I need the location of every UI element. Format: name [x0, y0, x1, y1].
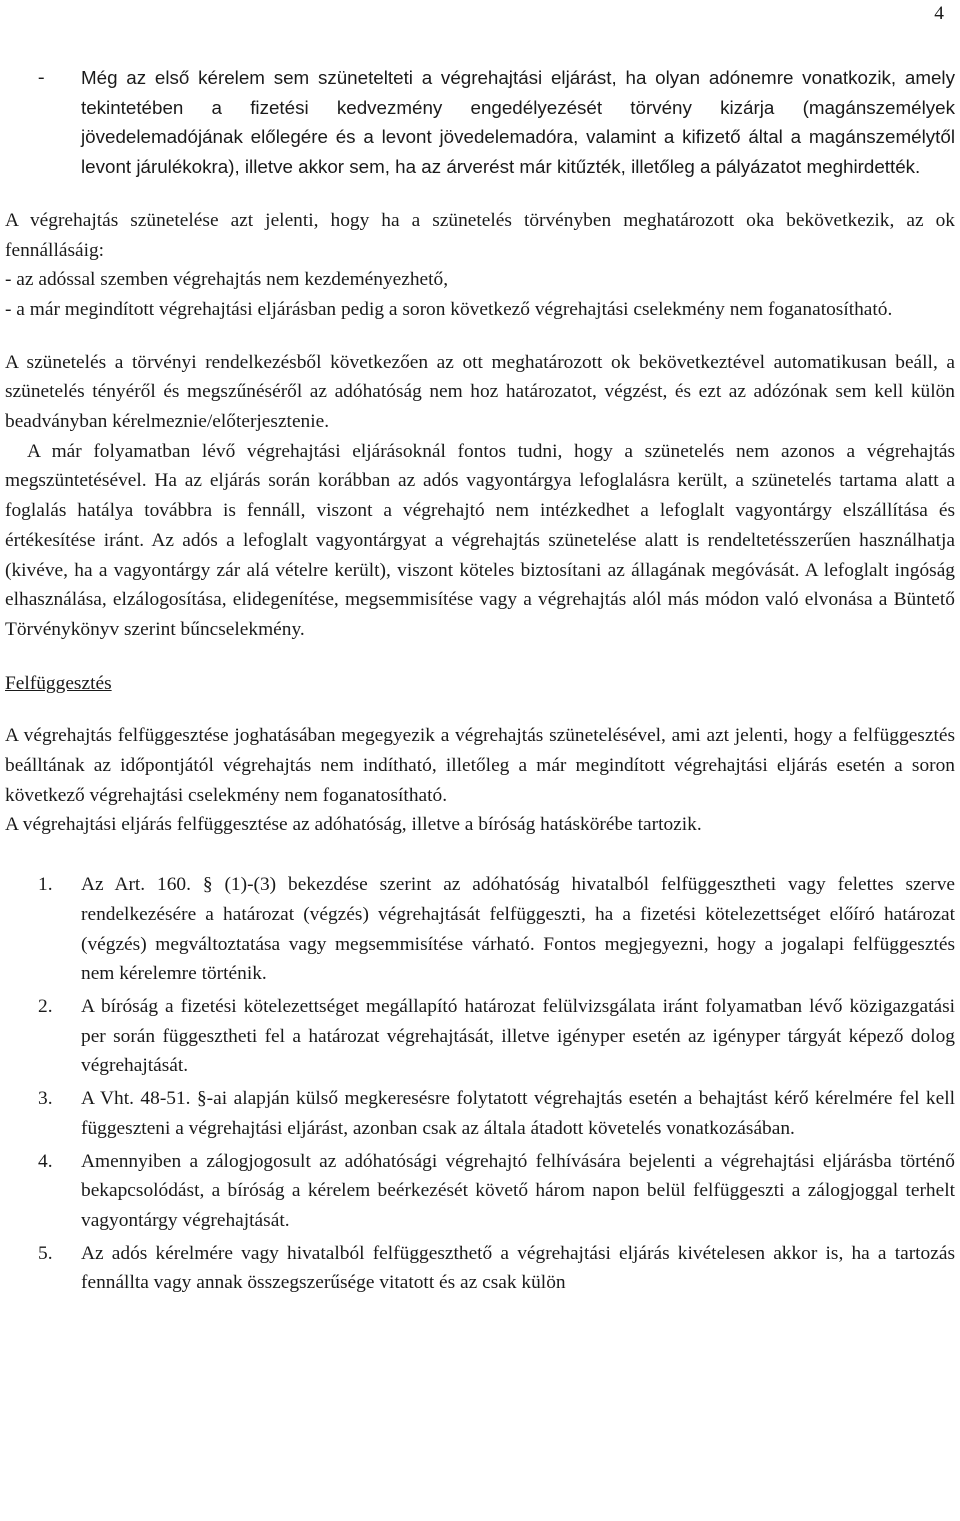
suspension-point-2: - a már megindított végrehajtási eljárásban pedig a soron következő végrehajtási cselekmény nem foganatosítható.: [5, 298, 893, 320]
list-item-number: 4.: [38, 1150, 53, 1172]
suspension-details-paragraph: A már folyamatban lévő végrehajtási eljárásoknál fontos tudni, hogy a szünetelés nem azonos a végrehajtás megszüntetésével. Ha az eljárás során korábban az adós vagyontárgya lefoglalásra került, a szünetelés tartama alatt a foglalás hatálya továbbra is fennáll, viszont a végrehajtó nem intézkedhet a lefoglalt vagyontárgy elszállítása és értékesítése iránt. Az adós a lefoglalt vagyontárgyat a végrehajtás szünetelése alatt is rendeltetésszerűen használhatja (kivéve, ha a vagyontárgy zár alá vételre került), viszont köteles biztosítani az állagának megóvását. A lefoglalt ingóság elhasználása, elzálogosítása, elidegenítése, megsemmisítése vagy a végrehajtás alól más módon való elvonása a Büntető Törvénykönyv szerint bűncselekmény.: [5, 440, 955, 640]
suspension-automatic-paragraph: A szünetelés a törvényi rendelkezésből következően az ott meghatározott ok bekövetkeztével automatikusan beáll, a szünetelés tényéről és megszűnéséről az adóhatóság nem hoz határozatot, végzést, és ezt az adózónak sem kell külön beadványban kérelmeznie/előterjesztenie.: [5, 351, 955, 433]
list-item-text: Amennyiben a zálogjogosult az adóhatósági végrehajtó felhívására bejelenti a végrehajtási eljárásba történő bekapcsolódást, a bíróság a kérelem beérkezését követő három napon belül felfüggeszti a zálogjoggal terhelt vagyontárgy végrehajtását.: [81, 1150, 955, 1231]
list-item: [5, 1084, 955, 1143]
list-item: [5, 870, 955, 989]
list-item-text: Az Art. 160. § (1)-(3) bekezdése szerint az adóhatóság hivatalból felfüggesztheti vagy felettes szerve rendelkezésére a határozat (végzés) végrehajtását felfüggeszti, ha a fizetési kötelezettséget előíró határozat (végzés) megváltoztatása vagy megsemmisítése várható. Fontos megjegyezni, hogy a jogalapi felfüggesztés nem kérelemre történik.: [81, 874, 955, 985]
list-item-number: 3.: [38, 1088, 53, 1110]
list-item-text: Az adós kérelmére vagy hivatalból felfüggeszthető a végrehajtási eljárás kivételesen akkor is, ha a tartozás fennállta vagy annak összegszerűsége vitatott és az csak külön: [81, 1242, 955, 1294]
list-item-number: 5.: [38, 1242, 53, 1264]
bullet-text: Még az első kérelem sem szünetelteti a végrehajtási eljárást, ha olyan adónemre vonatkozik, amely tekintetében a fizetési kedvezmény engedélyezését törvény kizárja (magánszemélyek jövedelemadójának előlegére és a levont jövedelemadóra, valamint a kifizető által a magánszemélytől levont járulékokra), illetve akkor sem, ha az árverést már kitűzték, illetőleg a pályázatot meghirdették.: [81, 67, 955, 178]
suspend-authority-paragraph: A végrehajtási eljárás felfüggesztése az adóhatóság, illetve a bíróság hatáskörébe tartozik.: [5, 814, 702, 836]
document-body: [5, 63, 955, 1301]
bullet-marker: -: [38, 67, 45, 88]
list-item: [5, 1147, 955, 1236]
page-number: 4: [934, 3, 944, 24]
list-item-text: A bíróság a fizetési kötelezettséget megállapító határozat felülvizsgálata iránt folyamatban lévő közigazgatási per során függesztheti fel a határozat végrehajtását, illetve igényper esetén az igényper tárgyát képező dolog végrehajtását.: [81, 995, 955, 1077]
numbered-list: [5, 870, 955, 1298]
list-item: [5, 992, 955, 1081]
list-item: [5, 1239, 955, 1298]
list-item-number: 2.: [38, 995, 53, 1017]
list-item-number: 1.: [38, 874, 53, 896]
suspension-intro: A végrehajtás szünetelése azt jelenti, hogy ha a szünetelés törvényben meghatározott oka bekövetkezik, az ok fennállásáig:: [5, 209, 955, 261]
list-item-text: A Vht. 48-51. §-ai alapján külső megkeresésre folytatott végrehajtás esetén a behajtást kérő kérelmére fel kell függeszteni a végrehajtási eljárást, azonban csak az általa átadott követelés vonatkozásában.: [81, 1088, 955, 1139]
bullet-item: [5, 63, 955, 182]
suspension-point-1: - az adóssal szemben végrehajtás nem kezdeményezhető,: [5, 269, 449, 291]
suspend-intro-paragraph: A végrehajtás felfüggesztése joghatásában megegyezik a végrehajtás szünetelésével, ami azt jelenti, hogy a felfüggesztés beálltának az időpontjától végrehajtás nem indítható, illetőleg a már megindított végrehajtási eljárás esetén a soron következő végrehajtási cselekmény nem foganatosítható.: [5, 725, 955, 806]
section-heading-felfuggesztes: Felfüggesztés: [5, 672, 112, 694]
